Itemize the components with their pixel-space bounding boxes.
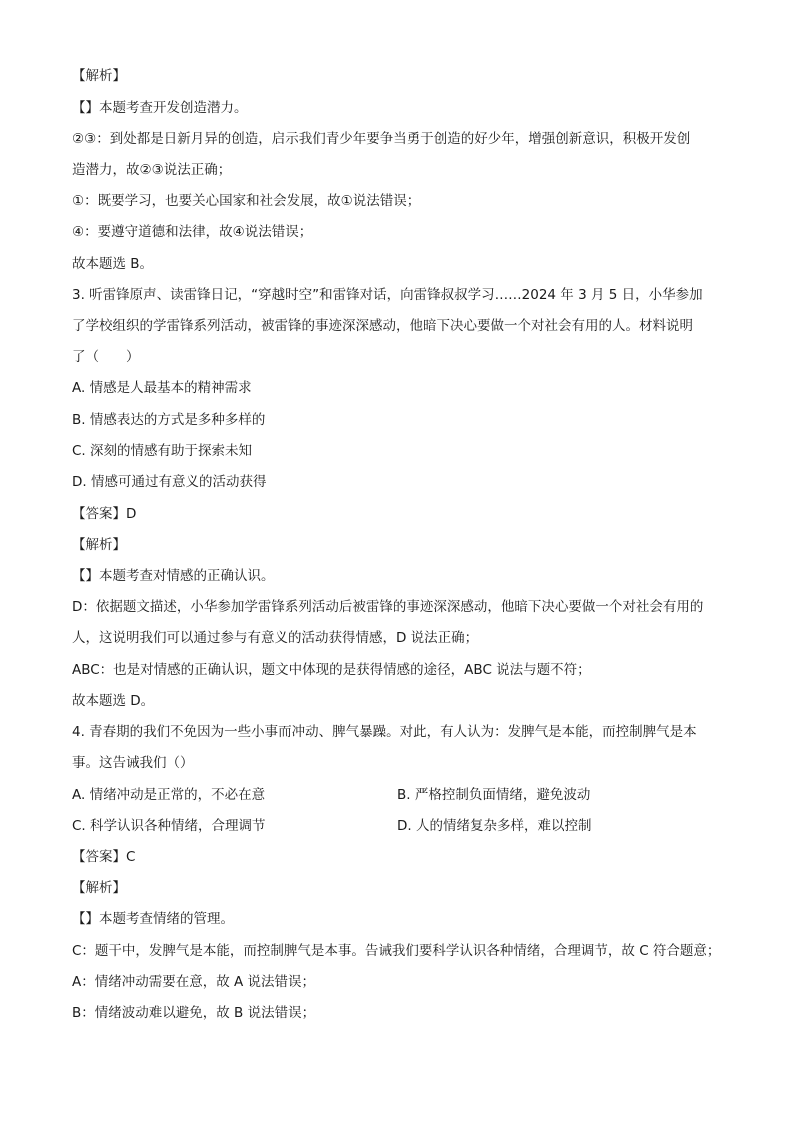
analysis-conclusion-q3: 故本题选 D。 xyxy=(72,693,155,709)
analysis-text: ④：要遵守道德和法律，故④说法错误； xyxy=(72,224,313,240)
question-4-stem: 事。这告诫我们（） xyxy=(72,755,194,771)
question-4-option-a: A. 情绪冲动是正常的，不必在意 xyxy=(72,787,266,803)
analysis-text: B：情绪波动难以避免，故 B 说法错误； xyxy=(72,1005,316,1021)
analysis-text: ②③：到处都是日新月异的创造，启示我们青少年要争当勇于创造的好少年，增强创新意识，积极开发创 xyxy=(72,131,691,147)
question-3-option-d: D. 情感可通过有意义的活动获得 xyxy=(72,474,267,490)
analysis-text: 造潜力，故②③说法正确； xyxy=(72,162,232,178)
question-3-option-c: C. 深刻的情感有助于探索未知 xyxy=(72,443,253,459)
analysis-text: D：依据题文描述，小华参加学雷锋系列活动后被雷锋的事迹深深感动，他暗下决心要做一个对社会有用的 xyxy=(72,599,704,615)
analysis-text: A：情绪冲动需要在意，故 A 说法错误； xyxy=(72,974,316,990)
analysis-topic-q4: 【】本题考查情绪的管理。 xyxy=(72,911,234,927)
answer-q3: 【答案】D xyxy=(72,506,137,522)
analysis-heading-q4: 【解析】 xyxy=(72,880,126,896)
analysis-text: 人，这说明我们可以通过参与有意义的活动获得情感，D 说法正确； xyxy=(72,630,479,646)
analysis-text: C：题干中，发脾气是本能，而控制脾气是本事。告诫我们要科学认识各种情绪，合理调节，故 C 符合题意； xyxy=(72,943,721,959)
question-4-option-d: D. 人的情绪复杂多样，难以控制 xyxy=(397,818,592,834)
question-3-stem: 3. 听雷锋原声、读雷锋日记，“穿越时空”和雷锋对话，向雷锋叔叔学习……2024 年 3 月 5 日，小华参加 xyxy=(72,287,703,303)
analysis-topic-q2: 【】本题考查开发创造潜力。 xyxy=(72,100,248,116)
question-4-stem: 4. 青春期的我们不免因为一些小事而冲动、脾气暴躁。对此，有人认为：发脾气是本能，而控制脾气是本 xyxy=(72,724,697,740)
question-3-option-b: B. 情感表达的方式是多种多样的 xyxy=(72,412,266,428)
question-4-option-c: C. 科学认识各种情绪，合理调节 xyxy=(72,818,266,834)
analysis-conclusion-q2: 故本题选 B。 xyxy=(72,256,154,272)
question-3-stem: 了（ ） xyxy=(72,349,140,365)
analysis-text: ①：既要学习，也要关心国家和社会发展，故①说法错误； xyxy=(72,193,421,209)
analysis-topic-q3: 【】本题考查对情感的正确认识。 xyxy=(72,568,275,584)
answer-q4: 【答案】C xyxy=(72,849,136,865)
question-3-stem: 了学校组织的学雷锋系列活动，被雷锋的事迹深深感动，他暗下决心要做一个对社会有用的人。材料说明 xyxy=(72,318,693,334)
question-3-option-a: A. 情感是人最基本的精神需求 xyxy=(72,380,252,396)
question-4-option-b: B. 严格控制负面情绪，避免波动 xyxy=(397,787,591,803)
analysis-heading-q2: 【解析】 xyxy=(72,68,126,84)
analysis-heading-q3: 【解析】 xyxy=(72,537,126,553)
analysis-text: ABC：也是对情感的正确认识，题文中体现的是获得情感的途径，ABC 说法与题不符； xyxy=(72,662,591,678)
